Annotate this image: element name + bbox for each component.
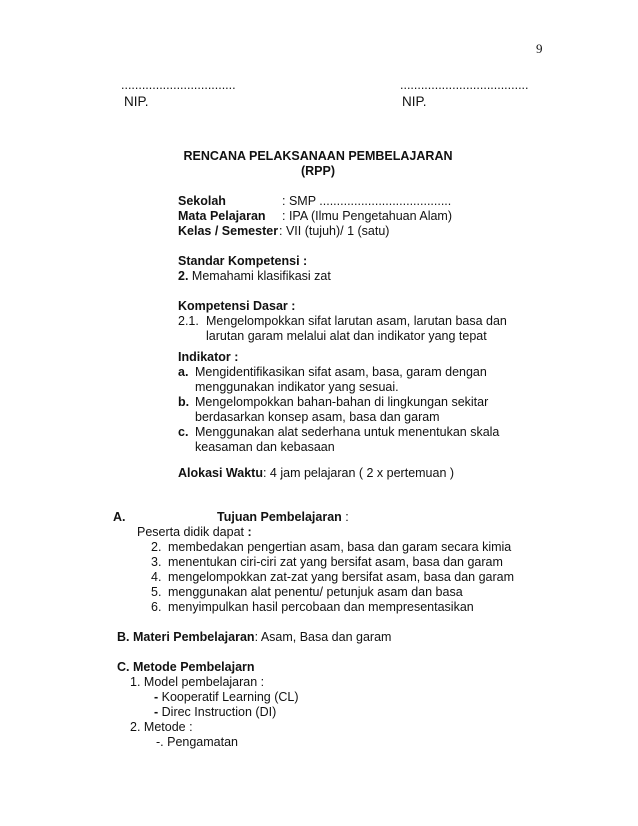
standar-kompetensi-number: 2.	[178, 269, 189, 283]
signature-left-nip: NIP.	[124, 94, 149, 109]
metode-item	[130, 720, 193, 735]
section-c-heading: C. Metode Pembelajarn	[117, 660, 255, 674]
kompetensi-dasar-line1: Mengelompokkan sifat larutan asam, larutan basa dan	[206, 314, 507, 328]
sekolah-value: : SMP ......................................	[282, 194, 452, 208]
tujuan-item-text: menyimpulkan hasil percobaan dan mempresentasikan	[168, 600, 474, 614]
tujuan-item-number: 4.	[151, 570, 162, 584]
document-title: RENCANA PELAKSANAAN PEMBELAJARAN	[183, 149, 453, 163]
metode-item-text: Metode :	[143, 720, 193, 734]
metode-item-number: 2.	[130, 720, 141, 734]
document-subtitle: (RPP)	[300, 164, 336, 178]
tujuan-item-text: menentukan ciri-ciri zat yang bersifat asam, basa dan garam	[168, 555, 503, 569]
signature-right-nip: NIP.	[402, 94, 427, 109]
section-b-label: B. Materi Pembelajaran	[117, 630, 255, 644]
kompetensi-dasar-number: 2.1.	[178, 314, 199, 328]
mapel-label: Mata Pelajaran	[178, 209, 266, 223]
kelas-label: Kelas / Semester	[178, 224, 279, 238]
tujuan-item-number: 5.	[151, 585, 162, 599]
alokasi-value: : 4 jam pelajaran ( 2 x pertemuan )	[262, 466, 455, 480]
indikator-letter: a.	[178, 365, 189, 379]
mapel-value: : IPA (Ilmu Pengetahuan Alam)	[282, 209, 453, 223]
section-a-title-text: Tujuan Pembelajaran	[217, 510, 342, 524]
kompetensi-dasar-heading: Kompetensi Dasar :	[178, 299, 296, 313]
metode-subitem-text: Direc Instruction (DI)	[161, 705, 277, 719]
signature-left-dots: .................................	[121, 78, 236, 92]
tujuan-item-number: 2.	[151, 540, 162, 554]
alokasi-label: Alokasi Waktu	[178, 466, 263, 480]
metode-dash: -	[154, 690, 162, 704]
metode-item	[130, 675, 264, 690]
page-number: 9	[536, 41, 543, 56]
metode-subitem	[156, 735, 238, 750]
section-a-intro-text: Peserta didik dapat	[137, 525, 245, 539]
section-a-letter: A.	[113, 510, 126, 524]
tujuan-item-number: 6.	[151, 600, 162, 614]
section-b	[117, 630, 391, 645]
metode-subitem-text: Pengamatan	[167, 735, 238, 749]
standar-kompetensi-text: Memahami klasifikasi zat	[191, 269, 331, 283]
indikator-line: berdasarkan konsep asam, basa dan garam	[195, 410, 440, 424]
kelas-value: : VII (tujuh)/ 1 (satu)	[279, 224, 390, 238]
indikator-line: Mengelompokkan bahan-bahan di lingkungan sekitar	[195, 395, 489, 409]
standar-kompetensi-heading: Standar Kompetensi :	[178, 254, 308, 268]
section-b-value: : Asam, Basa dan garam	[254, 630, 392, 644]
tujuan-item-number: 3.	[151, 555, 162, 569]
indikator-letter: b.	[178, 395, 190, 409]
indikator-line: menggunakan indikator yang sesuai.	[195, 380, 399, 394]
indikator-line: Menggunakan alat sederhana untuk menentukan skala	[195, 425, 500, 439]
metode-subitem	[154, 690, 299, 705]
tujuan-item-text: menggunakan alat penentu/ petunjuk asam dan basa	[168, 585, 463, 599]
metode-item-number: 1.	[130, 675, 141, 689]
section-a-intro	[137, 525, 252, 540]
metode-dash: -	[154, 705, 162, 719]
metode-subitem	[154, 705, 276, 720]
sekolah-label: Sekolah	[178, 194, 226, 208]
indikator-letter: c.	[178, 425, 189, 439]
alokasi-waktu	[178, 466, 454, 481]
metode-subitem-text: Kooperatif Learning (CL)	[161, 690, 299, 704]
section-a-title-colon: :	[345, 510, 349, 524]
section-a-intro-colon: :	[247, 525, 252, 539]
metode-dash: -.	[156, 735, 168, 749]
indikator-line: Mengidentifikasikan sifat asam, basa, garam dengan	[195, 365, 487, 379]
tujuan-item-text: membedakan pengertian asam, basa dan garam secara kimia	[168, 540, 512, 554]
indikator-line: keasaman dan kebasaan	[195, 440, 335, 454]
indikator-heading: Indikator :	[178, 350, 239, 364]
section-a-title	[217, 510, 349, 525]
kompetensi-dasar-line2: larutan garam melalui alat dan indikator yang tepat	[206, 329, 487, 343]
tujuan-item-text: mengelompokkan zat-zat yang bersifat asam, basa dan garam	[168, 570, 515, 584]
standar-kompetensi-item	[178, 269, 331, 284]
metode-item-text: Model pembelajaran :	[143, 675, 265, 689]
signature-right-dots: .....................................	[400, 78, 529, 92]
